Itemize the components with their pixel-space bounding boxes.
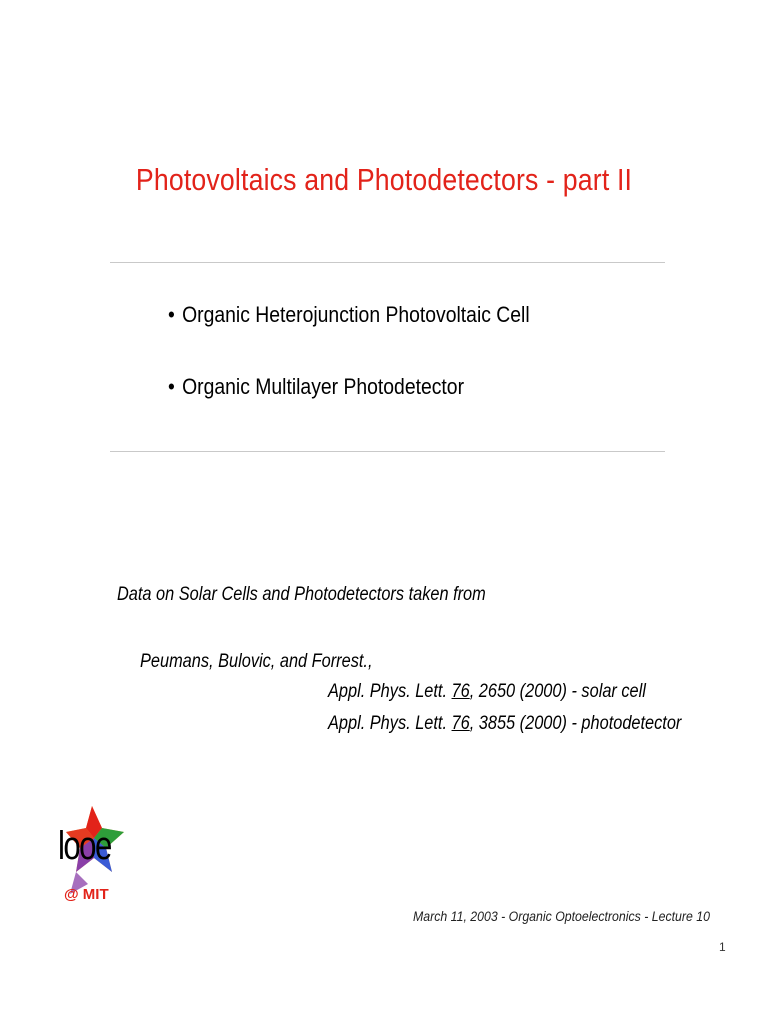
page-number: 1 <box>719 940 726 954</box>
reference-journal: Appl. Phys. Lett. <box>328 713 452 734</box>
reference-detail: , 2650 (2000) - solar cell <box>469 681 646 702</box>
bullet-item <box>168 374 464 400</box>
slide-title: Photovoltaics and Photodetectors - part II <box>135 162 633 197</box>
bullet-text: Organic Heterojunction Photovoltaic Cell <box>182 302 530 327</box>
reference-photodetector <box>328 713 681 735</box>
looe-mit-logo <box>58 798 138 918</box>
reference-volume: 76 <box>451 681 470 702</box>
bottom-divider <box>110 451 665 452</box>
bullet-dot-icon: • <box>168 302 175 327</box>
bullet-dot-icon: • <box>168 374 175 399</box>
bullet-text: Organic Multilayer Photodetector <box>182 374 465 399</box>
reference-solar-cell <box>328 681 646 703</box>
authors: Peumans, Bulovic, and Forrest., <box>140 651 373 672</box>
slide-footer: March 11, 2003 - Organic Optoelectronics - Lecture 10 <box>413 908 710 924</box>
top-divider <box>110 262 665 263</box>
logo-subtitle: @ MIT <box>64 886 109 903</box>
reference-volume: 76 <box>451 713 470 734</box>
source-intro: Data on Solar Cells and Photodetectors taken from <box>117 584 486 605</box>
reference-journal: Appl. Phys. Lett. <box>328 681 452 702</box>
bullet-item <box>168 302 530 328</box>
reference-detail: , 3855 (2000) - photodetector <box>469 713 682 734</box>
logo-wordmark: looe <box>58 824 111 868</box>
